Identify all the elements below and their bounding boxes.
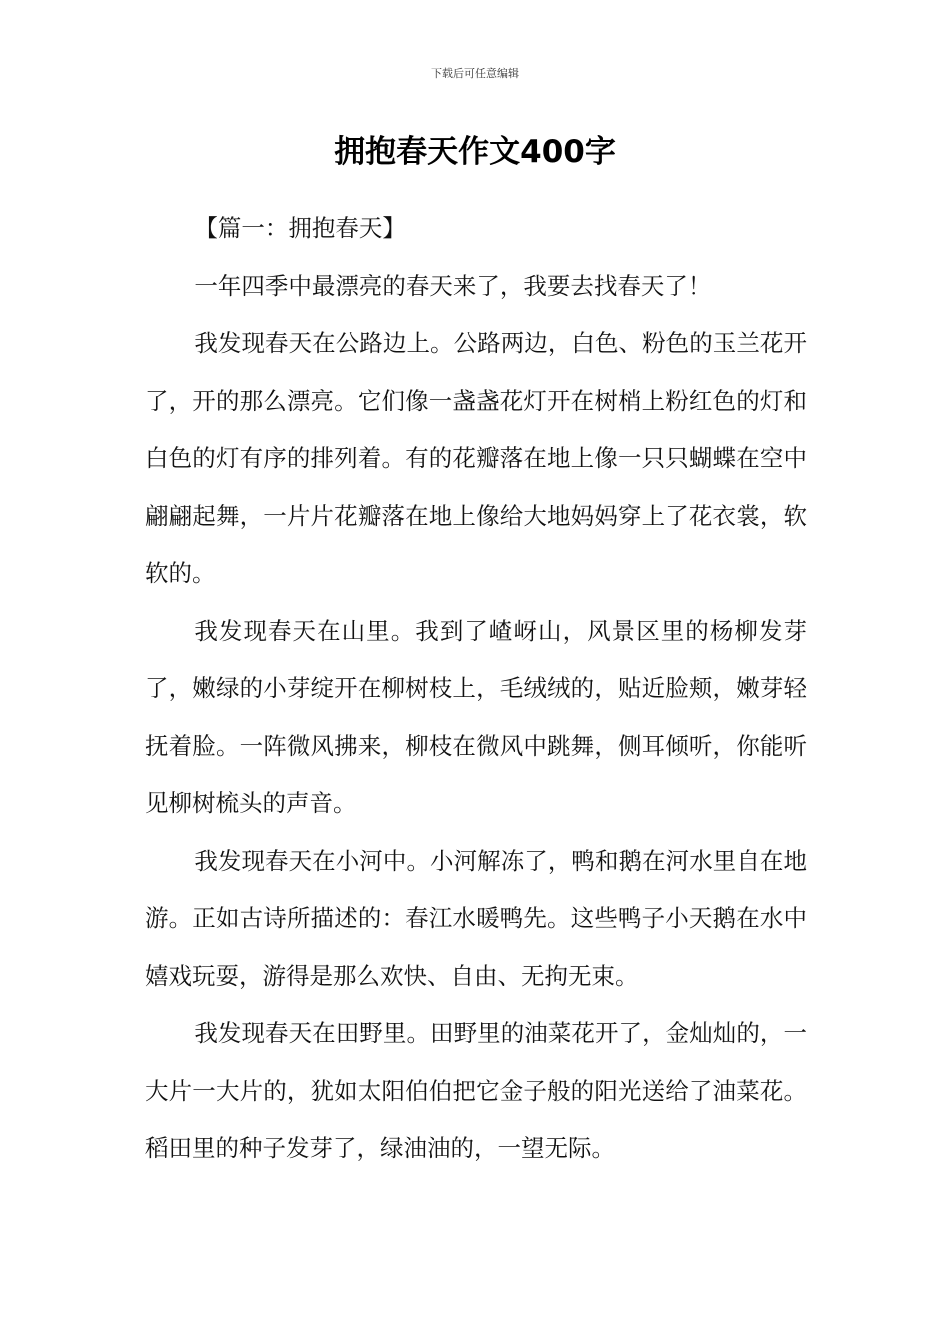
section-heading: 【篇一：拥抱春天】 (194, 214, 406, 242)
page-title: 拥抱春天作文400字 (334, 134, 616, 170)
paragraph-roadside: 我发现春天在公路边上。公路两边，白色、粉色的玉兰花开了，开的那么漂亮。它们像一盏盏花灯开在树梢上粉红色的灯和白色的灯有序的排列着。有的花瓣落在地上像一只只蝴蝶在空中翩翩起舞，一片片花瓣落在地上像给大地妈妈穿上了花衣裳，软软的。 (145, 329, 807, 587)
paragraph-intro: 一年四季中最漂亮的春天来了，我要去找春天了！ (194, 271, 712, 300)
paragraph-mountain: 我发现春天在山里。我到了嵖岈山，风景区里的杨柳发芽了，嫩绿的小芽绽开在柳树枝上，毛绒绒的，贴近脸颊，嫩芽轻抚着脸。一阵微风拂来，柳枝在微风中跳舞，侧耳倾听，你能听见柳树梳头的声音。 (145, 616, 807, 817)
header-note: 下载后可任意编辑 (431, 67, 519, 80)
article-body (145, 200, 807, 1178)
paragraph-river: 我发现春天在小河中。小河解冻了，鸭和鹅在河水里自在地游。正如古诗所描述的：春江水暖鸭先。这些鸭子小天鹅在水中嬉戏玩耍，游得是那么欢快、自由、无拘无束。 (145, 846, 807, 990)
paragraph-field: 我发现春天在田野里。田野里的油菜花开了，金灿灿的，一大片一大片的，犹如太阳伯伯把它金子般的阳光送给了油菜花。稻田里的种子发芽了，绿油油的，一望无际。 (145, 1019, 807, 1162)
